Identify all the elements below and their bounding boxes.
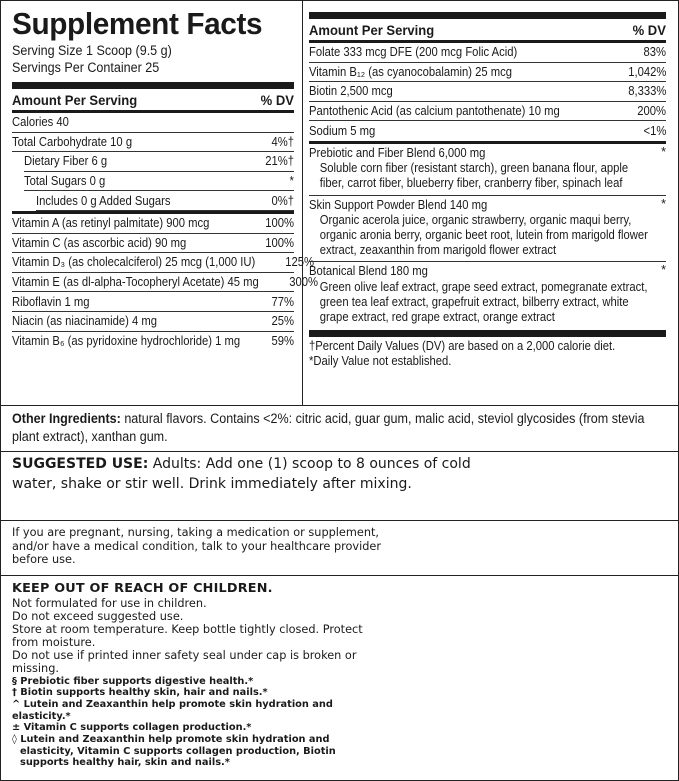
nutrient-row bbox=[24, 172, 294, 192]
nutrient-name: Vitamin C (as ascorbic acid) 90 mg bbox=[12, 235, 187, 250]
section-rule bbox=[0, 451, 679, 452]
nutrient-row bbox=[12, 312, 294, 332]
blend-row bbox=[309, 196, 666, 263]
nutrient-dv: 1,042% bbox=[627, 64, 666, 79]
pregnancy-warning: If you are pregnant, nursing, taking a medication or supplement, and/or have a medical condition, talk to your healthcare provider before use. bbox=[12, 526, 382, 567]
column-divider bbox=[302, 0, 303, 405]
nutrient-name: Includes 0 g Added Sugars bbox=[36, 193, 171, 208]
nutrient-row bbox=[12, 113, 294, 133]
nutrient-dv: * bbox=[289, 174, 294, 189]
dv-label: % DV bbox=[632, 22, 666, 38]
nutrient-name: Calories 40 bbox=[12, 115, 69, 130]
thick-rule bbox=[12, 82, 294, 89]
section-rule bbox=[0, 575, 679, 576]
blend-name: Prebiotic and Fiber Blend 6,000 mg bbox=[309, 145, 486, 160]
blend-ingredients: Green olive leaf extract, grape seed extract, pomegranate extract, green tea leaf extract, grapefruit extract, bilberry extract, white grape extract, red grape extract, orange extract bbox=[319, 279, 648, 324]
nutrient-row bbox=[12, 214, 294, 234]
claim-line: † Biotin supports healthy skin, hair and nails.* bbox=[12, 687, 268, 699]
nutrient-row bbox=[12, 292, 294, 312]
nutrient-name: Folate 333 mcg DFE (200 mcg Folic Acid) bbox=[309, 45, 518, 60]
nutrient-dv: 125% bbox=[285, 255, 315, 270]
nutrient-row bbox=[309, 63, 666, 83]
warning-line: Do not exceed suggested use. bbox=[12, 610, 184, 624]
nutrient-dv: 100% bbox=[265, 235, 294, 250]
serving-size: Serving Size 1 Scoop (9.5 g) bbox=[12, 43, 172, 58]
nutrient-name: Total Sugars 0 g bbox=[24, 174, 106, 189]
facts-left-column bbox=[12, 6, 319, 351]
nutrient-row bbox=[309, 82, 666, 102]
nutrient-dv: 8,333% bbox=[627, 84, 666, 99]
warning-line: Do not use if printed inner safety seal under cap is broken or missing. bbox=[12, 649, 357, 676]
nutrient-name: Pantothenic Acid (as calcium pantothenate) 10 mg bbox=[309, 104, 560, 119]
nutrient-row bbox=[309, 43, 666, 63]
keep-out-heading: KEEP OUT OF REACH OF CHILDREN. bbox=[12, 581, 273, 596]
nutrient-name: Vitamin B₆ (as pyridoxine hydrochloride) 1 mg bbox=[12, 334, 241, 349]
blend-dv: * bbox=[661, 144, 666, 159]
section-rule bbox=[0, 520, 679, 521]
nutrient-name: Riboflavin 1 mg bbox=[12, 294, 90, 309]
nutrient-dv: 21%† bbox=[265, 154, 294, 169]
suggested-use-text: Adults: Add one (1) scoop to 8 ounces of cold water, shake or stir well. Drink immediately after mixing. bbox=[12, 456, 471, 492]
blend-ingredients: Soluble corn fiber (resistant starch), green banana flour, apple fiber, carrot fiber, blueberry fiber, cranberry fiber, spinach leaf bbox=[319, 161, 629, 191]
blend-row bbox=[309, 144, 666, 196]
other-ingredients-label: Other Ingredients: bbox=[12, 411, 121, 426]
nutrient-row bbox=[12, 273, 319, 293]
nutrient-row bbox=[12, 332, 294, 352]
nutrient-dv: 83% bbox=[643, 45, 666, 60]
nutrient-dv: 200% bbox=[637, 104, 666, 119]
facts-title: Supplement Facts bbox=[12, 6, 263, 41]
nutrient-row bbox=[12, 253, 315, 273]
blend-row bbox=[309, 262, 666, 328]
amount-per-serving-label: Amount Per Serving bbox=[309, 22, 435, 38]
nutrient-name: Vitamin D₃ (as cholecalciferol) 25 mcg (1,000 IU) bbox=[12, 255, 256, 270]
claim-line: § Prebiotic fiber supports digestive health.* bbox=[12, 675, 254, 687]
nutrient-name: Niacin (as niacinamide) 4 mg bbox=[12, 314, 158, 329]
nutrient-dv: 25% bbox=[271, 314, 294, 329]
nutrient-dv: 0%† bbox=[271, 193, 294, 208]
amount-header bbox=[309, 19, 666, 40]
nutrient-row bbox=[309, 102, 666, 122]
thick-rule bbox=[309, 12, 666, 19]
claim-line: ± Vitamin C supports collagen production.* bbox=[12, 722, 252, 734]
amount-header bbox=[12, 89, 294, 110]
nutrient-dv: 100% bbox=[265, 216, 294, 231]
nutrient-dv: 77% bbox=[271, 294, 294, 309]
warning-line: Not formulated for use in children. bbox=[12, 597, 207, 610]
thick-rule bbox=[309, 330, 666, 337]
nutrient-dv: 59% bbox=[271, 334, 294, 349]
warning-line: Store at room temperature. Keep bottle tightly closed. Protect from moisture. bbox=[12, 623, 363, 650]
warnings-section bbox=[12, 581, 668, 769]
nutrient-row bbox=[24, 152, 294, 172]
nutrient-dv: <1% bbox=[643, 124, 666, 139]
nutrient-dv: 4%† bbox=[271, 134, 294, 149]
servings-per-container: Servings Per Container 25 bbox=[12, 60, 160, 75]
other-ingredients bbox=[12, 410, 668, 446]
blend-dv: * bbox=[661, 263, 666, 278]
dv-label: % DV bbox=[260, 92, 294, 108]
nutrient-name: Biotin 2,500 mcg bbox=[309, 84, 393, 99]
blend-name: Skin Support Powder Blend 140 mg bbox=[309, 197, 488, 212]
claim-line: ◊ Lutein and Zeaxanthin help promote skin hydration and elasticity, Vitamin C supports collagen production, Biotin supports healthy hair, skin and nails.* bbox=[12, 734, 336, 769]
blend-ingredients: Organic acerola juice, organic strawberry, organic maqui berry, organic aronia berry, organic beet root, lutein from marigold flower extract, zeaxanthin from marigold flower extract bbox=[319, 212, 648, 258]
nutrient-name: Total Carbohydrate 10 g bbox=[12, 134, 133, 149]
nutrient-row bbox=[309, 121, 666, 141]
nutrient-name: Vitamin B₁₂ (as cyanocobalamin) 25 mcg bbox=[309, 64, 513, 79]
blend-dv: * bbox=[661, 196, 666, 211]
nutrient-name: Vitamin E (as dl-alpha-Tocopheryl Acetate) 45 mg bbox=[12, 275, 259, 290]
suggested-use-label: SUGGESTED USE: bbox=[12, 456, 149, 472]
other-ingredients-text: natural flavors. Contains <2%: citric acid, guar gum, malic acid, steviol glycosides (from stevia plant extract), xanthan gum. bbox=[12, 411, 645, 444]
nutrient-dv: 300% bbox=[289, 275, 319, 290]
facts-right-column bbox=[309, 12, 666, 370]
amount-per-serving-label: Amount Per Serving bbox=[12, 92, 138, 108]
section-rule bbox=[0, 405, 679, 406]
claim-line: ^ Lutein and Zeaxanthin help promote skin hydration and elasticity.* bbox=[12, 698, 333, 722]
blend-name: Botanical Blend 180 mg bbox=[309, 264, 428, 279]
nutrient-name: Dietary Fiber 6 g bbox=[24, 154, 108, 169]
footnote-not-established: *Daily Value not established. bbox=[309, 354, 452, 369]
nutrient-row bbox=[36, 191, 294, 211]
footnote-dv: †Percent Daily Values (DV) are based on a 2,000 calorie diet. bbox=[309, 339, 616, 354]
nutrient-name: Sodium 5 mg bbox=[309, 124, 376, 139]
nutrient-name: Vitamin A (as retinyl palmitate) 900 mcg bbox=[12, 216, 210, 231]
nutrient-row bbox=[12, 133, 294, 153]
suggested-use bbox=[12, 455, 482, 494]
nutrient-row bbox=[12, 234, 294, 254]
